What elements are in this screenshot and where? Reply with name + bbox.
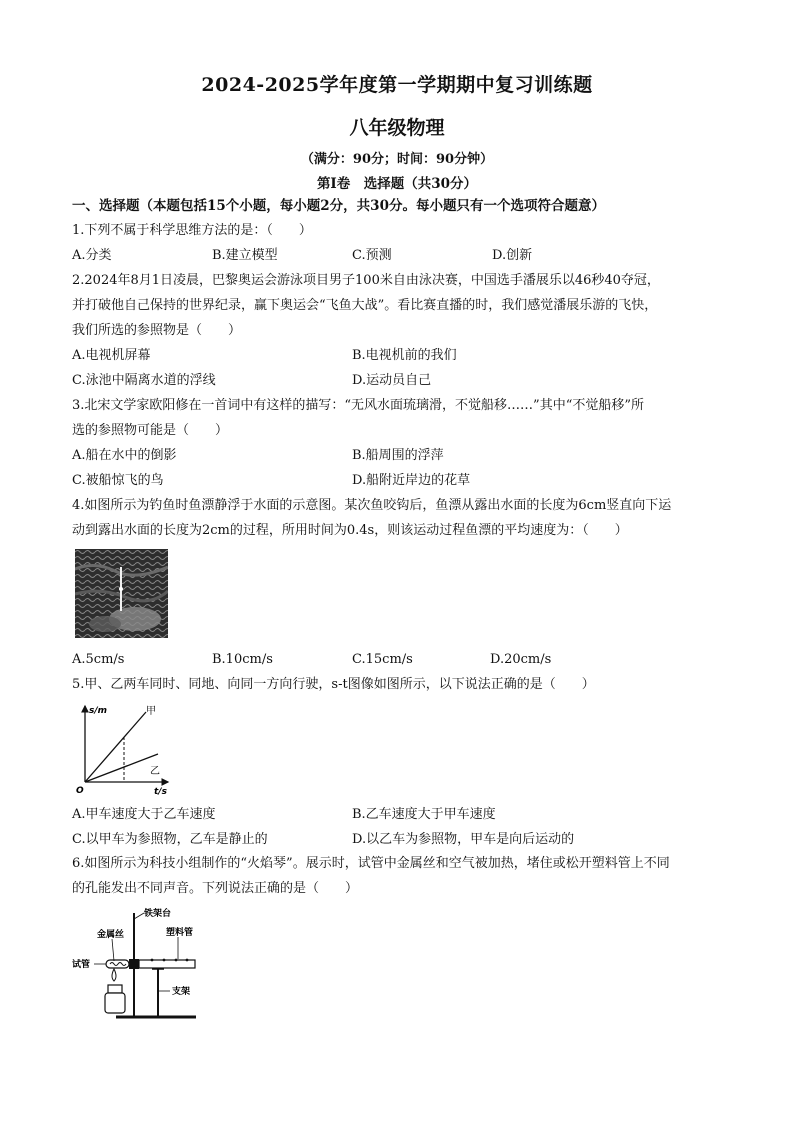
q4-option-c: C.15cm/s <box>352 652 413 667</box>
q3-option-d: D.船附近岸边的花草 <box>352 473 471 488</box>
clamp <box>129 959 139 969</box>
label-metal-wire: 金属丝 <box>97 930 125 940</box>
q6-stem-line: 6.如图所示为科技小组制作的“火焰琴”。展示时，试管中金属丝和空气被加热，堵住或松开塑料管上不同 <box>72 856 670 871</box>
q2-option-d: D.运动员自己 <box>352 373 432 388</box>
exam-title: 2024-2025学年度第一学期期中复习训练题 <box>201 74 593 96</box>
q3-stem-line: 选的参照物可能是（ ） <box>72 423 229 438</box>
q2-stem-line: 2.2024年8月1日凌晨，巴黎奥运会游泳项目男子100米自由泳决赛，中国选手潘展乐以46秒40夺冠， <box>72 273 660 288</box>
flame-harp-diagram <box>72 905 202 1023</box>
st-graph <box>72 700 172 796</box>
q4-option-b: B.10cm/s <box>212 652 273 667</box>
x-axis-label: t/s <box>154 787 167 796</box>
q3-stem-line: 3.北宋文学家欧阳修在一首词中有这样的描写：“无风水面琉璃滑，不觉船移……”其中“不觉船移”所 <box>72 398 644 413</box>
flame-icon <box>112 969 116 981</box>
label-support: 支架 <box>172 987 191 997</box>
q6-stem-line: 的孔能发出不同声音。下列说法正确的是（ ） <box>72 881 359 896</box>
line-jia <box>85 712 146 782</box>
q1-option-b: B.建立模型 <box>212 248 278 263</box>
q5-option-b: B.乙车速度大于甲车速度 <box>352 807 496 822</box>
q1-option-c: C.预测 <box>352 248 392 263</box>
subject-title: 八年级物理 <box>349 117 445 139</box>
q4-option-d: D.20cm/s <box>490 652 552 667</box>
q5-option-c: C.以甲车为参照物，乙车是静止的 <box>72 832 268 847</box>
q4-stem-line: 4.如图所示为钓鱼时鱼漂静浮于水面的示意图。某次鱼咬钩后，鱼漂从露出水面的长度为6cm竖直向下运 <box>72 498 672 513</box>
q3-option-b: B.船周围的浮萍 <box>352 448 444 463</box>
q3-option-a: A.船在水中的倒影 <box>72 448 177 463</box>
q5-stem: 5.甲、乙两车同时、同地、向同一方向行驶，s-t图像如图所示，以下说法正确的是（ ） <box>72 677 595 692</box>
line-yi <box>85 754 158 782</box>
q4-option-a: A.5cm/s <box>72 652 125 667</box>
q1-option-a: A.分类 <box>72 248 112 263</box>
part-heading: 第Ⅰ卷 选择题（共30分） <box>316 176 478 192</box>
label-iron-stand: 铁架台 <box>144 909 172 919</box>
q2-option-a: A.电视机屏幕 <box>72 348 151 363</box>
y-axis-label: s/m <box>89 706 108 716</box>
label-test-tube: 试管 <box>72 960 91 970</box>
line-yi-label: 乙 <box>150 766 160 777</box>
q1-option-d: D.创新 <box>492 248 533 263</box>
q2-option-b: B.电视机前的我们 <box>352 348 457 363</box>
score-time: （满分：90分；时间：90分钟） <box>300 152 494 167</box>
origin-label: O <box>76 786 84 796</box>
q2-stem-line: 并打破他自己保持的世界纪录，赢下奥运会“飞鱼大战”。看比赛直播的时，我们感觉潘展乐游的飞快， <box>72 298 658 313</box>
label-plastic-tube: 塑料管 <box>166 928 194 938</box>
q5-option-a: A.甲车速度大于乙车速度 <box>72 807 216 822</box>
line-jia-label: 甲 <box>146 706 156 717</box>
section-heading: 一、选择题（本题包括15个小题，每小题2分，共30分。每小题只有一个选项符合题意） <box>72 198 605 214</box>
alcohol-lamp <box>105 993 125 1013</box>
fishing-float-photo <box>75 549 168 638</box>
q2-option-c: C.泳池中隔离水道的浮线 <box>72 373 216 388</box>
q5-option-d: D.以乙车为参照物，甲车是向后运动的 <box>352 832 575 847</box>
q4-stem-line: 动到露出水面的长度为2cm的过程，所用时间为0.4s，则该运动过程鱼漂的平均速度为：（ ） <box>72 523 628 538</box>
q3-option-c: C.被船惊飞的鸟 <box>72 473 164 488</box>
q1-stem: 1.下列不属于科学思维方法的是：（ ） <box>72 223 312 238</box>
q2-stem-line: 我们所选的参照物是（ ） <box>72 323 242 338</box>
